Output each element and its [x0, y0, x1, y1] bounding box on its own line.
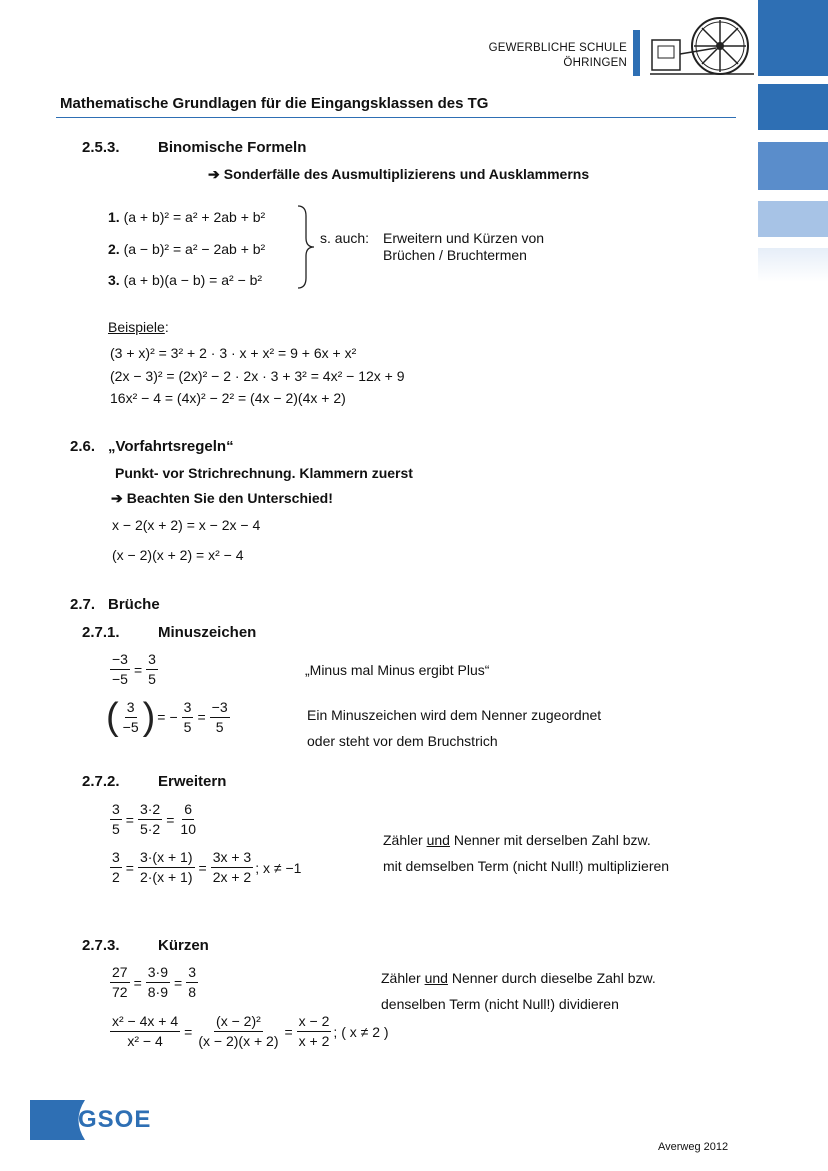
minus-note-1: „Minus mal Minus ergibt Plus“	[305, 662, 490, 678]
binomial-formula-1	[108, 209, 265, 225]
numerator: −3	[110, 651, 130, 670]
numerator: 6	[182, 801, 194, 820]
header-blue-block-4	[758, 201, 828, 237]
formula-1-label: 1.	[108, 209, 120, 225]
fraction	[182, 699, 194, 736]
header-blue-block-5	[758, 248, 828, 282]
denominator: 2·(x + 1)	[139, 869, 193, 885]
section-27-number: 2.7.	[70, 596, 96, 613]
denominator: −5	[112, 671, 128, 687]
expand-note-line2: mit demselben Term (nicht Null!) multiplizieren	[383, 858, 670, 874]
equals-sign: =	[174, 974, 183, 991]
numerator: 3	[146, 651, 158, 670]
denominator: (x − 2)(x + 2)	[198, 1033, 279, 1049]
denominator: x + 2	[298, 1033, 330, 1049]
school-name	[470, 41, 627, 71]
section-27-title: Brüche	[108, 596, 160, 613]
priority-example-1: x − 2(x + 2) = x − 2x − 4	[112, 517, 261, 533]
equals-sign: =	[133, 974, 142, 991]
denominator: 5	[215, 718, 224, 735]
fraction	[110, 1013, 180, 1050]
title-underline	[56, 117, 736, 118]
fraction	[138, 801, 162, 838]
arrow-right-icon: ➔	[208, 166, 220, 182]
section-26-line2-text: Beachten Sie den Unterschied!	[126, 490, 333, 506]
note-text: Zähler	[383, 832, 427, 848]
numerator: 3	[182, 699, 194, 718]
numerator: 3·2	[138, 801, 162, 820]
numerator: 27	[110, 964, 130, 983]
formula-3-label: 3.	[108, 272, 120, 288]
reduce-note-line2: denselben Term (nicht Null!) dividieren	[381, 996, 619, 1012]
see-also-line1: Erweitern und Kürzen von	[383, 230, 545, 246]
binomial-formula-3	[108, 272, 262, 288]
numerator: 3	[125, 699, 137, 718]
example-3: 16x² − 4 = (4x)² − 2² = (4x − 2)(4x + 2)	[110, 390, 346, 406]
denominator: 10	[180, 821, 196, 837]
denominator: 5	[148, 671, 156, 687]
fraction	[178, 801, 198, 838]
equals-sign: =	[284, 1023, 293, 1040]
section-253-number: 2.5.3.	[82, 139, 120, 156]
fraction	[186, 964, 198, 1001]
section-273-title: Kürzen	[158, 937, 209, 954]
expand-note-line1	[383, 832, 651, 848]
section-26-title: „Vorfahrtsregeln“	[108, 438, 234, 455]
denominator: 72	[112, 984, 128, 1000]
section-26-line2	[111, 490, 333, 507]
steam-engine-logo	[650, 14, 754, 76]
fraction	[110, 651, 130, 688]
section-26-line1: Punkt- vor Strichrechnung. Klammern zuerst	[115, 465, 413, 481]
section-253-subtitle	[208, 166, 589, 183]
equals-sign: =	[184, 1023, 193, 1040]
fraction	[146, 651, 158, 688]
denominator: 5	[112, 821, 120, 837]
condition: ; ( x ≠ 2 )	[333, 1023, 389, 1040]
equals-sign: =	[198, 859, 207, 876]
equals-sign: =	[133, 661, 143, 678]
denominator: −5	[122, 718, 139, 735]
note-text: Zähler	[381, 970, 425, 986]
numerator: (x − 2)²	[214, 1013, 263, 1032]
numerator: 3	[186, 964, 198, 983]
right-paren: )	[142, 696, 156, 738]
equals-sign: =	[166, 811, 175, 828]
equals-sign: =	[125, 811, 134, 828]
school-divider-bar	[633, 30, 640, 76]
fraction	[138, 849, 195, 886]
school-line2: ÖHRINGEN	[563, 57, 627, 69]
minus-fraction-2	[106, 698, 232, 736]
reduce-note-line1	[381, 970, 656, 986]
reduce-fraction-1	[108, 964, 200, 1001]
footer-author: Averweg 2012	[658, 1141, 729, 1153]
example-2: (2x − 3)² = (2x)² − 2 · 2x · 3 + 3² = 4x² − 12x + 9	[110, 368, 405, 384]
section-273-number: 2.7.3.	[82, 937, 120, 954]
numerator: 3x + 3	[211, 849, 254, 868]
numerator: 3	[110, 849, 122, 868]
see-also-label: s. auch:	[320, 230, 370, 246]
note-text: Nenner mit derselben Zahl bzw.	[449, 832, 651, 848]
reduce-fraction-2	[108, 1013, 389, 1050]
arrow-right-icon: ➔	[111, 490, 123, 506]
fraction	[297, 1013, 332, 1050]
denominator: 2	[112, 869, 120, 885]
denominator: 5·2	[139, 821, 161, 837]
numerator: 3·(x + 1)	[138, 849, 195, 868]
equals-sign: =	[197, 709, 206, 725]
equals-sign: =	[157, 709, 166, 725]
section-253-subtitle-text: Sonderfälle des Ausmultiplizierens und Ausklammerns	[223, 166, 590, 182]
examples-label: Beispiele	[108, 319, 165, 335]
formula-2-label: 2.	[108, 241, 120, 257]
section-271-number: 2.7.1.	[82, 624, 120, 641]
minus-fraction-1	[108, 651, 160, 688]
fraction	[121, 699, 141, 736]
see-also-line2: Brüchen / Bruchtermen	[383, 247, 527, 263]
numerator: x − 2	[297, 1013, 332, 1032]
fraction	[110, 801, 122, 838]
formula-2-text: (a − b)² = a² − 2ab + b²	[123, 241, 266, 257]
left-paren: (	[106, 696, 119, 738]
section-272-number: 2.7.2.	[82, 773, 120, 790]
numerator: x² − 4x + 4	[110, 1013, 180, 1032]
section-271-title: Minuszeichen	[158, 624, 257, 641]
header-blue-block-2	[758, 84, 828, 130]
equals-sign: =	[125, 859, 134, 876]
note-text: Nenner durch dieselbe Zahl bzw.	[447, 970, 656, 986]
fraction	[210, 699, 230, 736]
numerator: 3	[110, 801, 122, 820]
formula-3-text: (a + b)(a − b) = a² − b²	[123, 272, 263, 288]
note-und: und	[426, 832, 450, 848]
gsoe-logo-text: GSOE	[78, 1106, 152, 1133]
denominator: 5	[183, 718, 192, 735]
example-1: (3 + x)² = 3² + 2 · 3 · x + x² = 9 + 6x + x²	[110, 345, 357, 361]
examples-heading	[108, 319, 169, 335]
formula-1-text: (a + b)² = a² + 2ab + b²	[123, 209, 266, 225]
numerator: −3	[210, 699, 230, 718]
minus-note-2-line1: Ein Minuszeichen wird dem Nenner zugeordnet	[307, 707, 602, 723]
header-blue-block-3	[758, 142, 828, 190]
fraction	[196, 1013, 280, 1050]
section-253-title: Binomische Formeln	[158, 139, 307, 156]
numerator: 3·9	[146, 964, 170, 983]
fraction	[146, 964, 170, 1001]
denominator: 8	[188, 984, 196, 1000]
fraction	[110, 849, 122, 886]
header-blue-block-1	[758, 0, 828, 76]
examples-colon: :	[164, 319, 169, 335]
section-272-title: Erweitern	[158, 773, 227, 790]
minus-sign: −	[169, 709, 178, 725]
minus-note-2-line2: oder steht vor dem Bruchstrich	[307, 733, 498, 749]
expand-fraction-2	[108, 849, 301, 886]
document-title: Mathematische Grundlagen für die Eingangsklassen des TG	[60, 95, 489, 112]
fraction	[110, 964, 130, 1001]
priority-example-2: (x − 2)(x + 2) = x² − 4	[112, 547, 244, 563]
denominator: 2x + 2	[212, 869, 252, 885]
binomial-formula-2	[108, 241, 265, 257]
school-line1: GEWERBLICHE SCHULE	[488, 42, 627, 54]
fraction	[211, 849, 254, 886]
denominator: x² − 4	[127, 1033, 163, 1049]
expand-fraction-1	[108, 801, 200, 838]
note-und: und	[424, 970, 448, 986]
condition: ; x ≠ −1	[255, 859, 302, 876]
curly-brace	[296, 204, 316, 290]
section-26-number: 2.6.	[70, 438, 96, 455]
denominator: 8·9	[147, 984, 168, 1000]
